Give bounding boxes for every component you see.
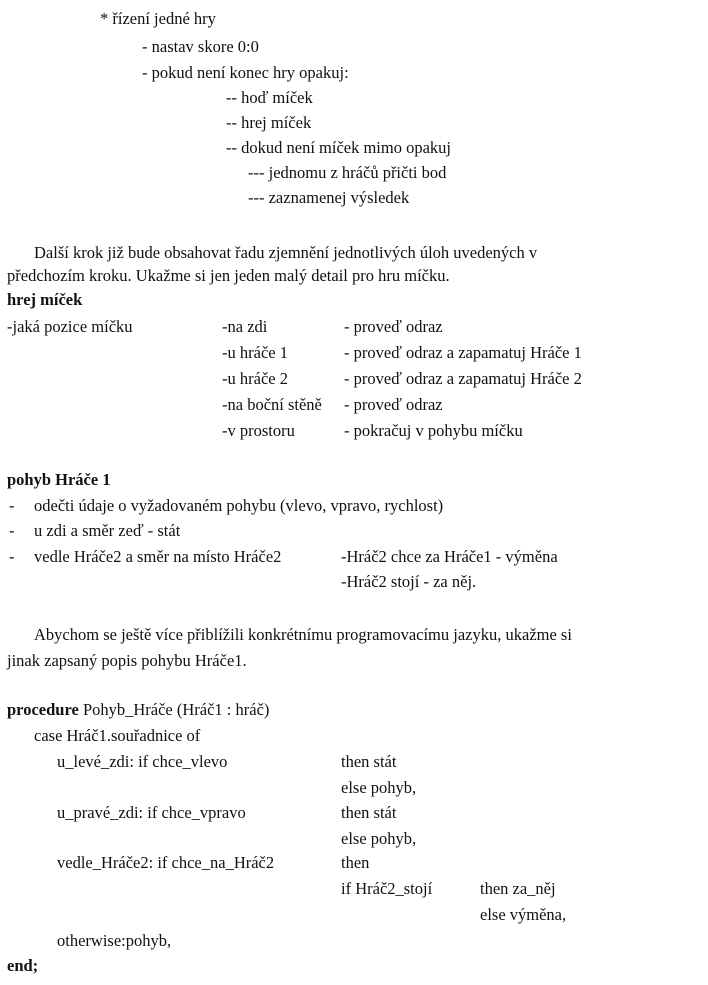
code-line: else pohyb, xyxy=(341,778,417,797)
condition-cell: -u hráče 1 xyxy=(222,343,288,362)
paragraph-line: předchozím kroku. Ukažme si jen jeden malý detail pro hru míčku. xyxy=(7,266,450,285)
outline-line: -- hoď míček xyxy=(226,88,313,107)
outline-line: --- zaznamenej výsledek xyxy=(248,188,410,207)
procedure-signature: Pohyb_Hráče (Hráč1 : hráč) xyxy=(82,700,270,719)
code-end: end; xyxy=(7,956,39,975)
condition-cell: -na boční stěně xyxy=(222,395,322,414)
bullet-mark: - xyxy=(9,496,15,515)
section-heading: pohyb Hráče 1 xyxy=(7,470,111,489)
code-line: then xyxy=(341,853,370,872)
code-line: if Hráč2_stojí xyxy=(341,879,433,898)
code-line: then stát xyxy=(341,803,397,822)
code-line xyxy=(7,700,269,720)
bullet-text: odečti údaje o vyžadovaném pohybu (vlevo, vpravo, rychlost) xyxy=(34,496,444,515)
outline-line: - nastav skore 0:0 xyxy=(142,37,259,56)
code-line: u_pravé_zdi: if chce_vpravo xyxy=(57,803,246,822)
outline-line: -- hrej míček xyxy=(226,113,312,132)
paragraph-line: Abychom se ještě více přiblížili konkrétnímu programovacímu jazyku, ukažme si xyxy=(34,625,572,644)
code-line: else výměna, xyxy=(480,905,567,924)
code-line: vedle_Hráče2: if chce_na_Hráč2 xyxy=(57,853,275,872)
action-cell: - proveď odraz xyxy=(344,317,443,336)
bullet-text: u zdi a směr zeď - stát xyxy=(34,521,181,540)
paragraph-line: jinak zapsaný popis pohybu Hráče1. xyxy=(7,651,247,670)
section-heading: hrej míček xyxy=(7,290,83,309)
bullet-subtext: -Hráč2 chce za Hráče1 - výměna xyxy=(341,547,558,566)
code-line: case Hráč1.souřadnice of xyxy=(34,726,201,745)
keyword-procedure: procedure xyxy=(7,700,79,719)
condition-cell: -v prostoru xyxy=(222,421,295,440)
condition-cell: -na zdi xyxy=(222,317,268,336)
table-label: -jaká pozice míčku xyxy=(7,317,133,336)
code-line: then za_něj xyxy=(480,879,556,898)
action-cell: - proveď odraz a zapamatuj Hráče 1 xyxy=(344,343,582,362)
action-cell: - pokračuj v pohybu míčku xyxy=(344,421,523,440)
outline-line: - pokud není konec hry opakuj: xyxy=(142,63,349,82)
paragraph-line: Další krok již bude obsahovat řadu zjemnění jednotlivých úloh uvedených v xyxy=(34,243,538,262)
outline-line: * řízení jedné hry xyxy=(100,9,216,28)
bullet-mark: - xyxy=(9,521,15,540)
action-cell: - proveď odraz a zapamatuj Hráče 2 xyxy=(344,369,582,388)
bullet-subtext: -Hráč2 stojí - za něj. xyxy=(341,572,477,591)
code-line: else pohyb, xyxy=(341,829,417,848)
outline-line: -- dokud není míček mimo opakuj xyxy=(226,138,451,157)
code-line: u_levé_zdi: if chce_vlevo xyxy=(57,752,228,771)
action-cell: - proveď odraz xyxy=(344,395,443,414)
code-line: otherwise:pohyb, xyxy=(57,931,172,950)
bullet-mark: - xyxy=(9,547,15,566)
outline-line: --- jednomu z hráčů přičti bod xyxy=(248,163,447,182)
code-line: then stát xyxy=(341,752,397,771)
condition-cell: -u hráče 2 xyxy=(222,369,288,388)
bullet-text: vedle Hráče2 a směr na místo Hráče2 xyxy=(34,547,282,566)
